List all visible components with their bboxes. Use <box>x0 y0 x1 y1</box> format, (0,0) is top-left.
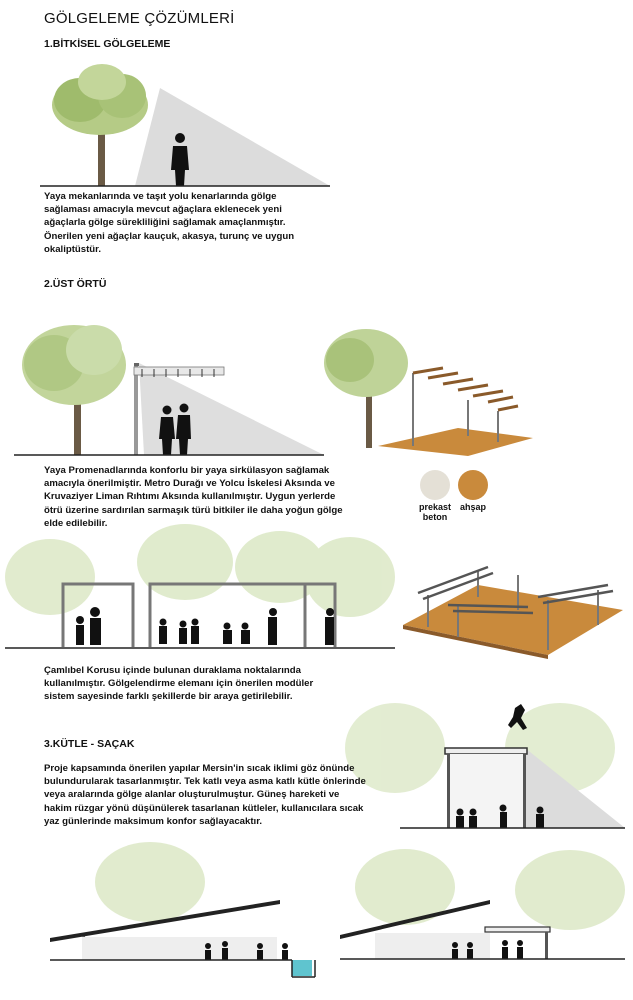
section-2-heading: 2.ÜST ÖRTÜ <box>44 278 107 290</box>
modular-canopy-section-illustration <box>5 522 395 654</box>
tree-icon <box>95 842 205 922</box>
page-title: GÖLGELEME ÇÖZÜMLERİ <box>44 10 235 27</box>
water-pool <box>292 960 312 976</box>
wood-deck <box>378 428 533 456</box>
modular-canopy-perspective-illustration <box>398 555 623 660</box>
section-3-heading: 3.KÜTLE - SAÇAK <box>44 738 135 750</box>
precast-concrete-label: prekast beton <box>418 502 452 522</box>
people-silhouettes-icon <box>76 607 334 645</box>
canopy-perspective-illustration <box>318 318 533 458</box>
shadow-area <box>135 88 330 186</box>
section-2-text: Yaya Promenadlarında konforlu bir yaya sirkülasyon sağlamak amacıyla önerilmiştir. Metro Durağı ve Yolcu İskelesi Aksında ve Kruvaziyer Liman Rıhtımı Aksında kullanılmıştır. Uygun yerlerde ötrü üzerine sardırılan sarmaşık türü bitkiler ile daha yoğun gölge elde edilebilir. <box>44 465 343 529</box>
building-section-left-illustration <box>40 840 320 980</box>
section-1-text: Yaya mekanlarında ve taşıt yolu kenarlarında gölge sağlaması amacıyla mevcut ağaçlara eklenecek yeni ağaçlarla gölge sürekliliğini sağlamak amaçlanmıştır. Önerilen yeni ağaçlar kauçuk, akasya, turunç ve uygun okaliptüstür. <box>44 191 295 255</box>
wood-swatch <box>458 470 488 500</box>
wood-label: ahşap <box>459 502 486 512</box>
building-section-right-illustration <box>335 845 625 975</box>
tree-icon <box>324 329 408 448</box>
canopy-section-illustration <box>14 305 324 460</box>
precast-concrete-swatch <box>420 470 450 500</box>
tree-icon <box>52 64 148 186</box>
tree-icon <box>355 849 625 930</box>
section-3-text: Proje kapsamında önerilen yapılar Mersin'in sıcak iklimi göz önünde bulundurularak tasarlanmıştır. Tek katlı veya asma katlı kütle önlerinde veya aralarında gölge alanlar oluşturulmuştur. Güneş hareketi ve hakim rüzgar yönü düşünülerek tasarlanan kütleler, kullanıcılara sıcak yaz günlerinde maksimum konfor sağlayacaktır. <box>44 763 366 827</box>
section-2-text-2: Çamlıbel Korusu içinde bulunan duraklama noktalarında kullanılmıştır. Gölgelendirme elemanı için önerilen modüler sistem sayesinde farklı şekillerde bir araya getirilebilir. <box>44 665 314 703</box>
section-1-heading: 1.BİTKİSEL GÖLGELEME <box>44 38 171 50</box>
tree-icon <box>22 325 126 455</box>
vegetation-shading-illustration <box>40 60 330 190</box>
